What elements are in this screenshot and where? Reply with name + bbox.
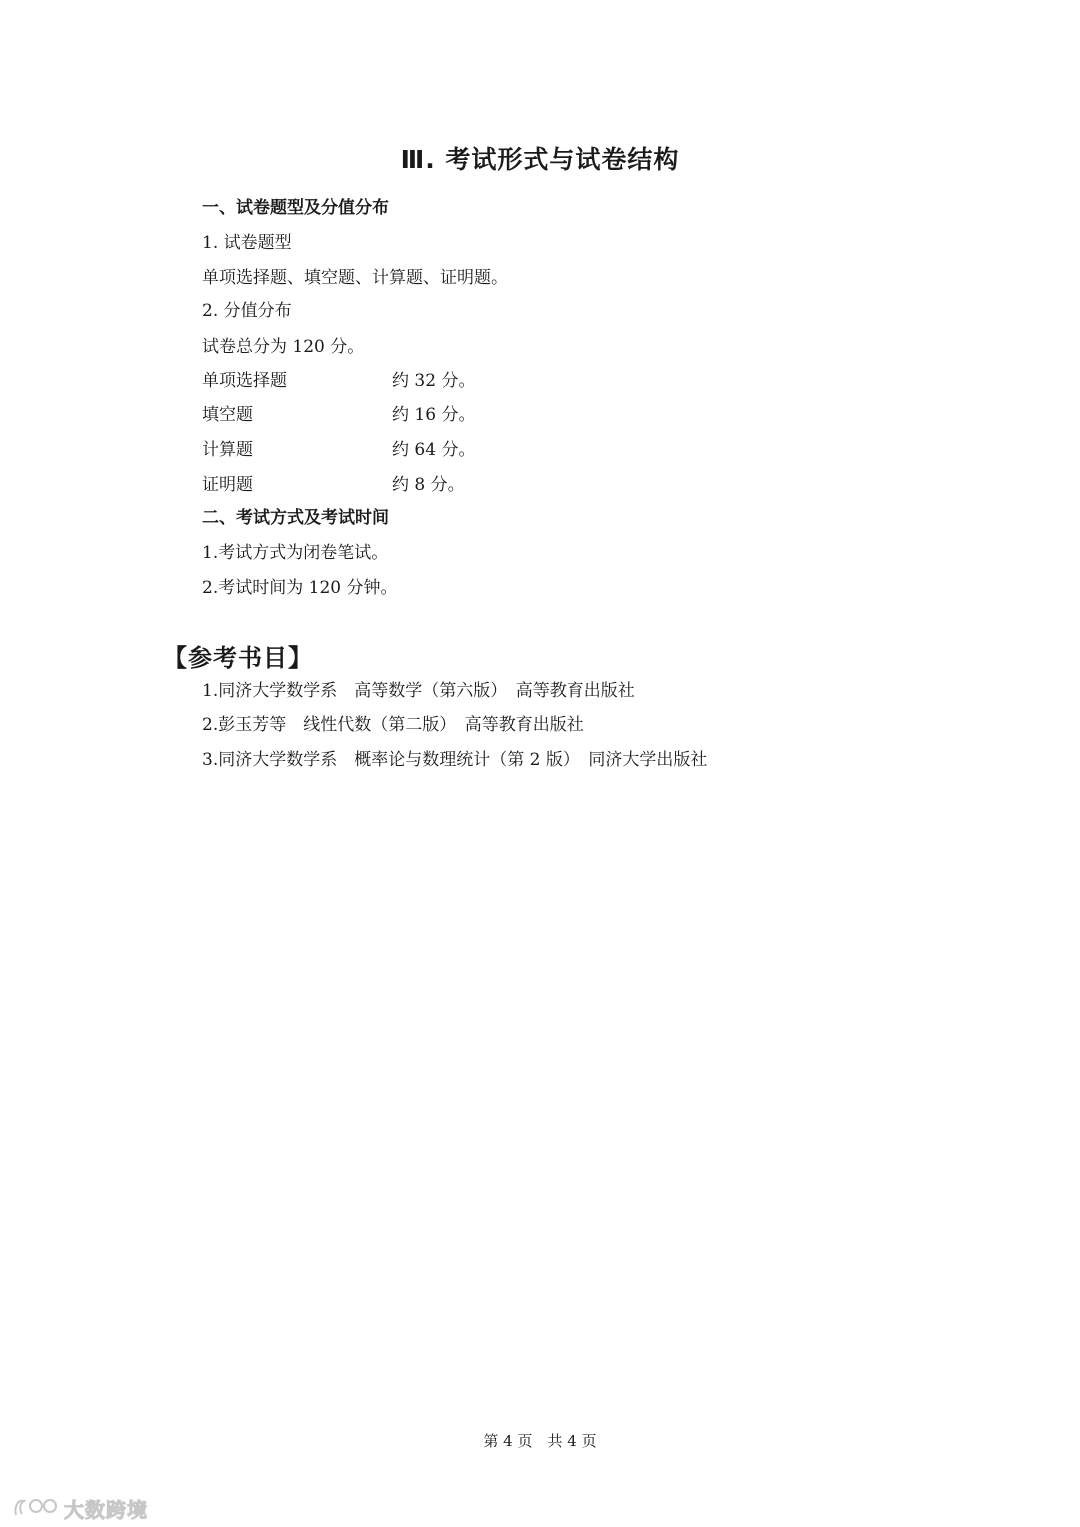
score-name: 证明题 — [202, 475, 253, 495]
score-value: 约 8 分。 — [392, 475, 465, 495]
references-heading: 【参考书目】 — [163, 644, 313, 672]
total-score: 试卷总分为 120 分。 — [202, 337, 365, 357]
score-value: 约 32 分。 — [392, 371, 476, 391]
score-name: 填空题 — [202, 405, 253, 425]
score-row — [202, 439, 475, 461]
section2-heading: 二、考试方式及考试时间 — [202, 508, 389, 528]
score-value: 约 16 分。 — [392, 405, 476, 425]
score-row — [202, 404, 475, 426]
watermark-logo-icon — [12, 1495, 60, 1521]
exam-duration: 2.考试时间为 120 分钟。 — [202, 578, 398, 598]
item1-text: 单项选择题、填空题、计算题、证明题。 — [202, 268, 508, 288]
score-row — [202, 474, 465, 496]
reference-item: 2.彭玉芳等 线性代数（第二版） 高等教育出版社 — [202, 715, 584, 735]
score-name: 计算题 — [202, 440, 253, 460]
score-row — [202, 370, 475, 392]
watermark-text: 大数跨境 — [64, 1497, 148, 1522]
reference-item: 1.同济大学数学系 高等数学（第六版） 高等教育出版社 — [202, 681, 635, 701]
reference-item: 3.同济大学数学系 概率论与数理统计（第 2 版） 同济大学出版社 — [202, 750, 708, 770]
page-footer: 第 4 页 共 4 页 — [483, 1432, 597, 1450]
exam-method: 1.考试方式为闭卷笔试。 — [202, 543, 389, 563]
score-value: 约 64 分。 — [392, 440, 476, 460]
item1-label: 1. 试卷题型 — [202, 233, 292, 253]
score-name: 单项选择题 — [202, 371, 287, 391]
section1-heading: 一、试卷题型及分值分布 — [202, 198, 389, 218]
page-title: Ⅲ. 考试形式与试卷结构 — [400, 145, 680, 174]
watermark — [12, 1493, 148, 1523]
item2-label: 2. 分值分布 — [202, 301, 292, 321]
